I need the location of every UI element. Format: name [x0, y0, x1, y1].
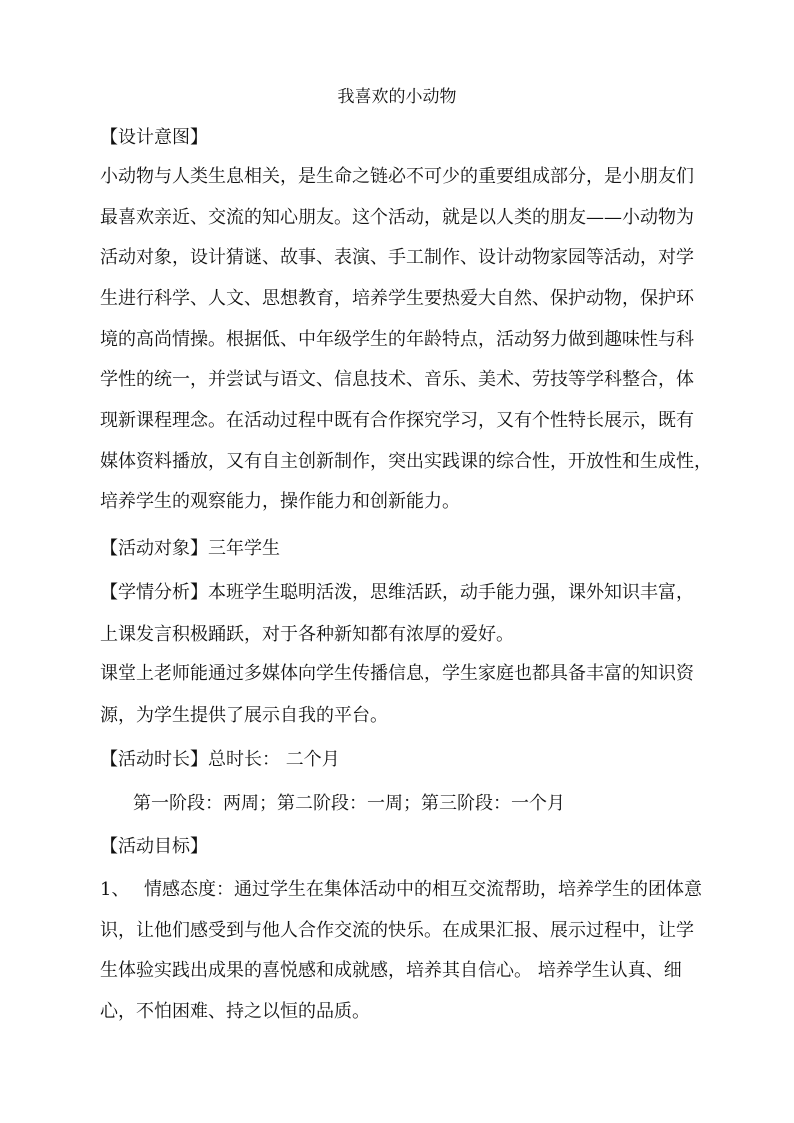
design-line-8: 媒体资料播放，又有自主创新制作，突出实践课的综合性，开放性和生成性， [100, 451, 712, 472]
design-heading: 【设计意图】 [100, 127, 208, 148]
analysis-line-4: 源，为学生提供了展示自我的平台。 [100, 705, 388, 726]
goal-line-1 [100, 878, 702, 902]
design-line-9: 培养学生的观察能力，操作能力和创新能力。 [100, 491, 460, 512]
stages-line: 第一阶段：两周；第二阶段：一周；第三阶段：一个月 [133, 793, 565, 814]
goals-heading: 【活动目标】 [100, 836, 208, 857]
analysis-line-3: 课堂上老师能通过多媒体向学生传播信息，学生家庭也都具备丰富的知识资 [100, 663, 694, 684]
goal-line-1-text: 情感态度：通过学生在集体活动中的相互交流帮助，培养学生的团体意 [144, 879, 702, 900]
document-title: 我喜欢的小动物 [337, 87, 457, 107]
design-line-7: 现新课程理念。在活动过程中既有合作探究学习，又有个性特长展示，既有 [100, 410, 694, 431]
design-line-1: 小动物与人类生息相关，是生命之链必不可少的重要组成部分，是小朋友们 [100, 166, 694, 187]
analysis-line-2: 上课发言积极踊跃，对于各种新知都有浓厚的爱好。 [100, 624, 514, 645]
design-line-2: 最喜欢亲近、交流的知心朋友。这个活动，就是以人类的朋友——小动物为 [100, 207, 694, 228]
duration-line: 【活动时长】总时长： 二个月 [100, 749, 340, 770]
goal-line-2: 识，让他们感受到与他人合作交流的快乐。在成果汇报、展示过程中，让学 [100, 920, 694, 941]
target-line: 【活动对象】三年学生 [100, 538, 280, 559]
goal-line-4: 心，不怕困难、持之以恒的品质。 [100, 1001, 370, 1022]
analysis-line-1: 【学情分析】本班学生聪明活泼，思维活跃，动手能力强，课外知识丰富， [100, 582, 694, 603]
goal-number: 1、 [100, 879, 130, 900]
design-line-3: 活动对象，设计猜谜、故事、表演、手工制作、设计动物家园等活动，对学 [100, 247, 694, 268]
design-line-6: 学性的统一，并尝试与语文、信息技术、音乐、美术、劳技等学科整合，体 [100, 369, 694, 390]
design-line-5: 境的高尚情操。根据低、中年级学生的年龄特点，活动努力做到趣味性与科 [100, 329, 694, 350]
goal-line-3: 生体验实践出成果的喜悦感和成就感，培养其自信心。 培养学生认真、细 [100, 960, 682, 981]
design-line-4: 生进行科学、人文、思想教育，培养学生要热爱大自然、保护动物，保护环 [100, 288, 694, 309]
